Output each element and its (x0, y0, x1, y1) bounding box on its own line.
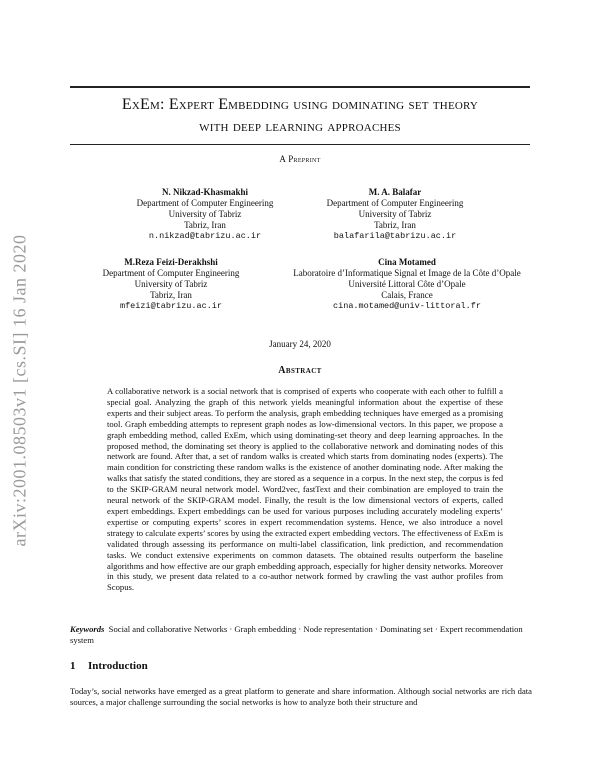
author-dept: Department of Computer Engineering (136, 198, 274, 208)
author-location: Tabriz, Iran (150, 290, 192, 300)
keywords-label: Keywords (70, 624, 105, 634)
author-email: n.nikzad@tabrizu.ac.ir (148, 231, 262, 241)
author-name: N. Nikzad-Khasmakhi (161, 187, 249, 197)
paper-title-line2: with deep learning approaches (199, 118, 401, 135)
author-dept: Department of Computer Engineering (102, 268, 240, 278)
author-univ: Université Littoral Côte d’Opale (348, 279, 466, 289)
preprint-label: A Preprint (279, 154, 321, 164)
paper-title-line1: ExEm: Expert Embedding using dominating set theory (121, 96, 479, 113)
author-univ: University of Tabriz (358, 209, 432, 219)
arxiv-sidebar-id: arXiv:2001.08503v1 [cs.SI] 16 Jan 2020 (9, 234, 30, 547)
section-title: Introduction (88, 660, 148, 672)
author-univ: University of Tabriz (134, 279, 208, 289)
keywords (70, 624, 532, 646)
paper-title (60, 94, 540, 138)
author-block (110, 187, 300, 242)
title-rule-bottom (70, 144, 530, 145)
author-location: Tabriz, Iran (374, 220, 416, 230)
author-email: cina.motamed@univ-littoral.fr (333, 301, 481, 311)
abstract-text: A collaborative network is a social network that is comprised of experts who cooperate with each other to fulfill a special goal. Analyzing the graph of this network yields meaningful information about the expertise of these experts and their subject areas. To perform the analysis, graph embedding techniques have emerged as a promising tool. Graph embedding attempts to represent graph nodes as low-dimensional vectors. In this paper, we propose a graph embedding method, called ExEm, which using dominating-set theory and deep learning approaches. In the proposed method, the dominating set theory is applied to the collaborative network and dominating nodes of this network are found. After that, a set of random walks is created which starts from dominating nodes (experts). The main condition for constricting these random walks is the existence of another dominating node. After making the walks that satisfy the stated conditions, they are stored as a sequence in a corpus. In the next step, the corpus is fed to the SKIP-GRAM neural network model. Word2vec, fastText and their combination are employed to train the neural network of the SKIP-GRAM model. Finally, the result is the low dimensional vectors of experts, called expert embeddings. Expert embeddings can be used for various purposes including accurately modeling experts’ expertise or computing experts’ scores in expert recommendation systems. Hence, we also introduce a novel strategy to calculate experts’ scores by using the extracted expert embedding vectors. The effectiveness of ExEm is validated through assessing its performance on multi-label classification, link prediction, and recommendation tasks. We conduct extensive experiments on common datasets. The obtained results outperform the baseline algorithms and how effective are our graph embedding approach, especially for higher density networks. Moreover in this study, we present data related to a co-author network formed by crawling the vast author profiles from Scopus. (107, 386, 503, 593)
keywords-list: Social and collaborative Networks · Graph embedding · Node representation · Dominating set · Expert recommendation system (70, 624, 523, 645)
author-univ: University of Tabriz (168, 209, 242, 219)
title-rule-top (70, 86, 530, 88)
author-name: M.Reza Feizi-Derakhshi (124, 257, 218, 267)
author-email: balafarila@tabrizu.ac.ir (333, 231, 457, 241)
paper-date: January 24, 2020 (269, 339, 331, 349)
author-location: Tabriz, Iran (184, 220, 226, 230)
author-dept: Laboratoire d’Informatique Signal et Image de la Côte d’Opale (293, 268, 521, 278)
author-email: mfeizi@tabrizu.ac.ir (119, 301, 223, 311)
author-location: Calais, France (381, 290, 433, 300)
author-block (300, 187, 490, 242)
intro-paragraph: Today’s, social networks have emerged as a great platform to generate and share information. Although social networks are rich data sources, a major challenge surrounding the social networks is how to analyze both their structure and (70, 686, 532, 707)
author-block (262, 257, 552, 312)
author-name: M. A. Balafar (368, 187, 422, 197)
author-block (76, 257, 266, 312)
author-dept: Department of Computer Engineering (326, 198, 464, 208)
section-number: 1 (70, 660, 76, 672)
section-heading (70, 660, 148, 672)
author-name: Cina Motamed (378, 257, 436, 267)
abstract-heading: Abstract (278, 365, 322, 376)
